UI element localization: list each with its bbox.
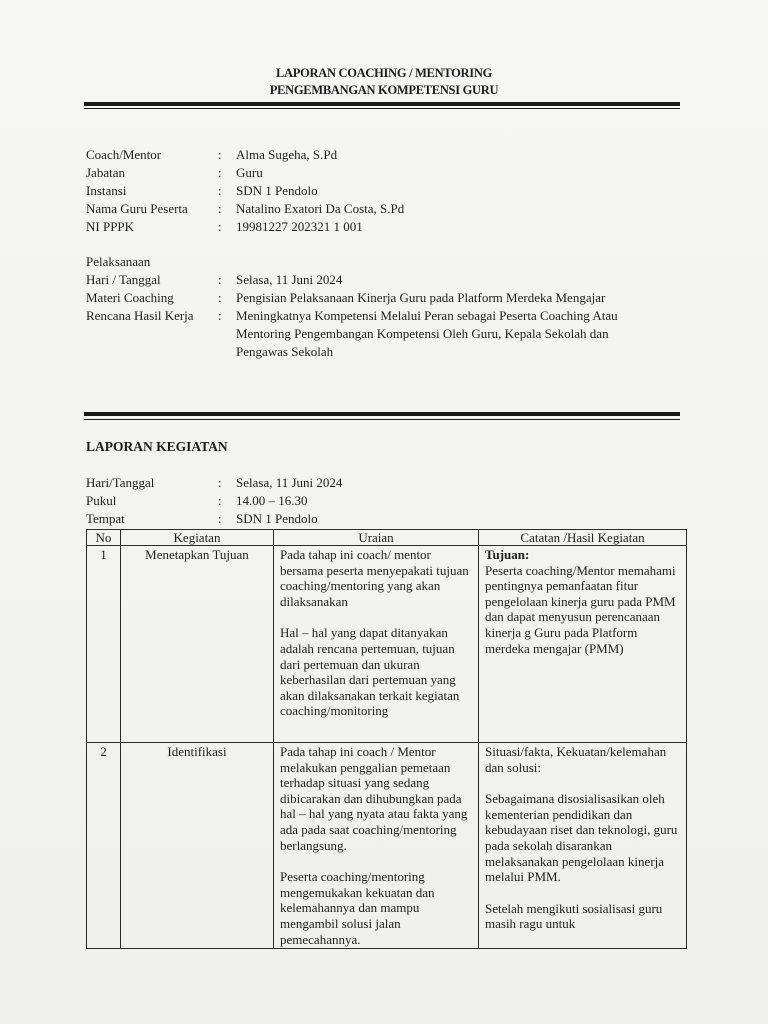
pelaksanaan-value: Meningkatnya Kompetensi Melalui Peran sebagai Peserta Coaching Atau Mentoring Pengembangan Kompetensi Oleh Guru, Kepala Sekolah dan Pengawas Sekolah — [236, 308, 618, 359]
laporan-value: Selasa, 11 Juni 2024 — [236, 475, 343, 490]
section-divider-thin — [84, 419, 680, 420]
pelaksanaan-label: Materi Coaching — [86, 290, 174, 305]
row-kegiatan: Identifikasi — [121, 743, 274, 949]
row-kegiatan: Menetapkan Tujuan — [121, 546, 274, 743]
row-catatan — [479, 743, 687, 949]
identity-label: Jabatan — [86, 165, 125, 180]
row-uraian — [274, 743, 479, 949]
catatan-paragraph: Sebagaimana disosialisasikan oleh kementerian pendidikan dan kebudayaan riset dan teknologi, guru pada sekolah disarankan melaksanakan pengelolaan kinerja melalui PMM. — [485, 791, 678, 885]
row-number: 1 — [87, 546, 121, 743]
table-row — [87, 743, 687, 949]
pelaksanaan-label: Hari / Tanggal — [86, 272, 161, 287]
identity-value: Alma Sugeha, S.Pd — [236, 147, 338, 162]
catatan-paragraph: Peserta coaching/Mentor memahami pentingnya pemanfaatan fitur pengelolaan kinerja guru pada PMM dan dapat menyusun perencanaan kinerja g Guru pada Platform merdeka mengajar (PMM) — [485, 562, 676, 656]
laporan-label: Pukul — [86, 493, 117, 508]
catatan-paragraph: Situasi/fakta, Kekuatan/kelemahan dan solusi: — [485, 744, 667, 775]
catatan-paragraph: Setelah mengikuti sosialisasi guru masih ragu untuk — [485, 900, 663, 932]
identity-value: SDN 1 Pendolo — [236, 183, 318, 198]
laporan-value: SDN 1 Pendolo — [236, 511, 318, 526]
uraian-paragraph: Hal – hal yang dapat ditanyakan adalah rencana pertemuan, tujuan dari pertemuan dan ukuran keberhasilan dari pertemuan yang akan dilaksanakan terkait kegiatan coaching/monitoring — [280, 625, 460, 719]
separator: : — [218, 308, 222, 323]
column-header-uraian: Uraian — [274, 530, 479, 546]
laporan-value: 14.00 – 16.30 — [236, 493, 308, 508]
laporan-label: Tempat — [86, 511, 125, 526]
table-row — [87, 546, 687, 743]
row-catatan — [479, 546, 687, 743]
separator: : — [218, 219, 222, 234]
separator: : — [218, 493, 222, 508]
separator: : — [218, 272, 222, 287]
separator: : — [218, 511, 222, 526]
identity-value: Natalino Exatori Da Costa, S.Pd — [236, 201, 405, 216]
uraian-paragraph: Pada tahap ini coach/ mentor bersama peserta menyepakati tujuan coaching/mentoring yang akan dilaksanakan — [280, 547, 469, 609]
section-heading: LAPORAN KEGIATAN — [86, 439, 228, 454]
uraian-paragraph: Peserta coaching/mentoring mengemukakan kekuatan dan kelemahannya dan mampu mengambil solusi jalan pemecahannya. — [280, 869, 435, 947]
separator: : — [218, 475, 222, 490]
row-number: 2 — [87, 743, 121, 949]
identity-label: Coach/Mentor — [86, 147, 162, 162]
separator: : — [218, 165, 222, 180]
separator: : — [218, 290, 222, 305]
column-header-no: No — [87, 530, 121, 546]
pelaksanaan-heading: Pelaksanaan — [86, 254, 151, 269]
row-uraian — [274, 546, 479, 743]
section-divider-thick — [84, 412, 680, 416]
identity-label: NI PPPK — [86, 219, 135, 234]
pelaksanaan-value: Pengisian Pelaksanaan Kinerja Guru pada Platform Merdeka Mengajar — [236, 290, 606, 305]
pelaksanaan-label: Rencana Hasil Kerja — [86, 308, 194, 323]
identity-label: Instansi — [86, 183, 127, 198]
separator: : — [218, 147, 222, 162]
column-header-kegiatan: Kegiatan — [121, 530, 274, 546]
header-divider-thin — [84, 108, 680, 109]
uraian-paragraph: Pada tahap ini coach / Mentor melakukan penggalian pemetaan terhadap situasi yang sedang dibicarakan dan dihubungkan pada hal – hal yang nyata atau fakta yang ada pada saat coaching/mentoring berlangsung. — [280, 744, 468, 853]
report-title-line2: PENGEMBANGAN KOMPETENSI GURU — [269, 83, 499, 97]
column-header-catatan: Catatan /Hasil Kegiatan — [479, 530, 687, 546]
catatan-heading: Tujuan: — [485, 547, 530, 562]
laporan-label: Hari/Tanggal — [86, 475, 155, 490]
pelaksanaan-value: Selasa, 11 Juni 2024 — [236, 272, 343, 287]
identity-value: Guru — [236, 165, 263, 180]
header-divider-thick — [84, 102, 680, 106]
identity-value: 19981227 202321 1 001 — [236, 219, 363, 234]
table-header-row — [87, 530, 687, 546]
separator: : — [218, 183, 222, 198]
report-title-line1: LAPORAN COACHING / MENTORING — [275, 66, 493, 80]
identity-label: Nama Guru Peserta — [86, 201, 188, 216]
activity-table — [86, 529, 687, 949]
separator: : — [218, 201, 222, 216]
